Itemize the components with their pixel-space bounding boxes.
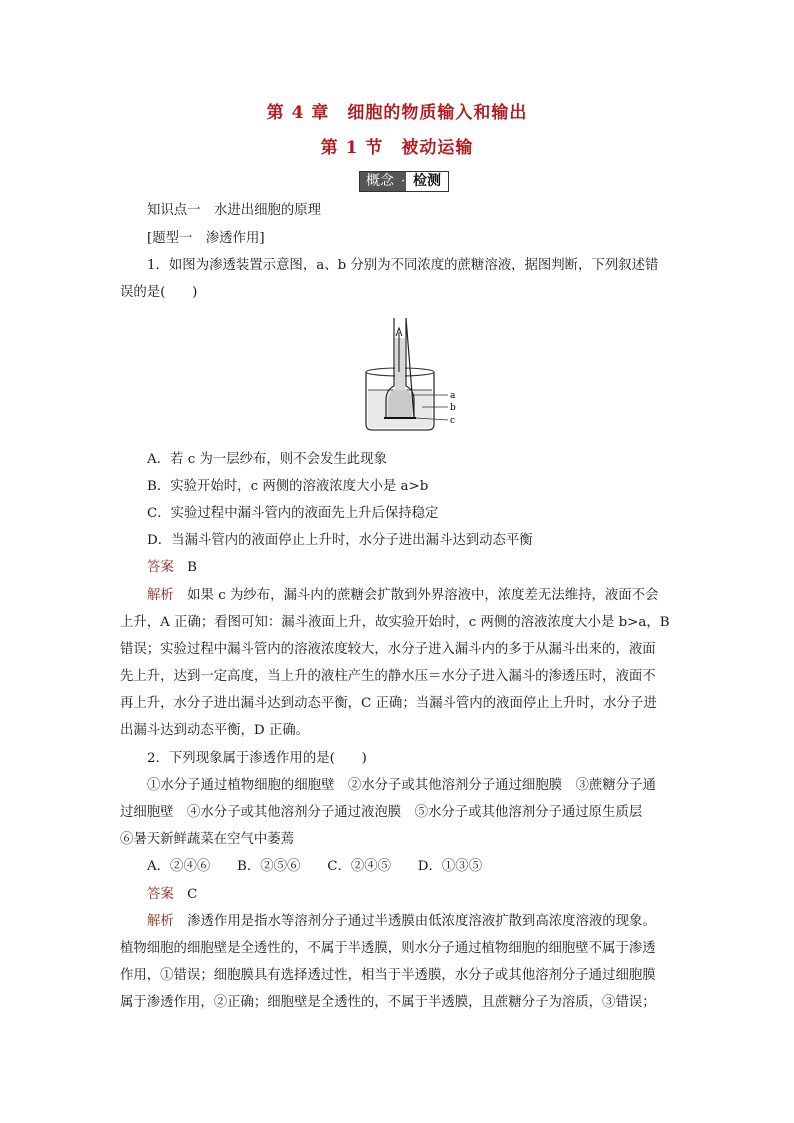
q2-analysis-label: 解析 [147, 914, 174, 929]
figure-label-c: c [450, 416, 456, 426]
q2-stem: 2．下列现象属于渗透作用的是( ) [147, 751, 367, 766]
q2-analysis-line-3: 作用，①错误；细胞膜具有选择透过性，相当于半透膜，水分子或其他溶剂分子通过细胞膜 [120, 968, 656, 983]
chapter-title: 第 4 章 细胞的物质输入和输出 [266, 103, 528, 123]
q1-analysis-line-5: 再上升，水分子进出漏斗达到动态平衡，C 正确；当漏斗管内的液面停止上升时，水分子进 [120, 696, 657, 711]
osmosis-apparatus-figure [358, 314, 462, 432]
q2-items-line-2: 过细胞壁 ④水分子或其他溶剂分子通过液泡膜 ⑤水分子或其他溶剂分子通过原生质层 [120, 805, 643, 820]
q1-stem-line-2: 误的是( ) [120, 285, 198, 300]
section-title: 第 1 节 被动运输 [320, 138, 474, 158]
q2-items-line-1: ①水分子通过植物细胞的细胞壁 ②水分子或其他溶剂分子通过细胞膜 ③蔗糖分子通 [147, 778, 656, 793]
q1-answer-label: 答案 [147, 560, 174, 575]
badge-dot: · [400, 172, 406, 191]
q1-analysis-line-1 [147, 586, 658, 606]
q1-answer-value: B [187, 560, 198, 575]
q1-option-c: C．实验过程中漏斗管内的液面先上升后保持稳定 [147, 506, 439, 521]
q1-answer [147, 558, 197, 578]
q1-option-b: B．实验开始时，c 两侧的溶液浓度大小是 a>b [147, 479, 429, 494]
q1-analysis-text-1: 如果 c 为纱布，漏斗内的蔗糖会扩散到外界溶液中，浓度差无法维持，液面不会 [187, 588, 659, 603]
figure-label-a: a [450, 391, 456, 401]
q1-analysis-line-6: 出漏斗达到动态平衡，D 正确。 [120, 723, 310, 738]
q1-analysis-line-4: 先上升，达到一定高度，当上升的液柱产生的静水压＝水分子进入漏斗的渗透压时，液面不 [120, 669, 656, 684]
q2-analysis-line-1 [147, 912, 656, 932]
q1-analysis-line-3: 错误；实验过程中漏斗管内的溶液浓度较大，水分子进入漏斗内的多于从漏斗出来的，液面 [120, 642, 656, 657]
concept-check-badge [359, 171, 449, 192]
q2-answer-label: 答案 [147, 887, 174, 902]
q2-answer [147, 885, 197, 905]
q1-analysis-label: 解析 [147, 588, 174, 603]
q2-analysis-line-2: 植物细胞的细胞壁是全透性的，不属于半透膜，则水分子通过植物细胞的细胞壁不属于渗透 [120, 941, 656, 956]
question-type: [题型一 渗透作用] [147, 231, 265, 246]
q2-analysis-text-1: 渗透作用是指水等溶剂分子通过半透膜由低浓度溶液扩散到高浓度溶液的现象。 [187, 914, 656, 929]
q2-analysis-line-4: 属于渗透作用，②正确；细胞壁是全透性的，不属于半透膜，且蔗糖分子为溶质，③错误； [120, 995, 656, 1010]
figure-label-b: b [450, 403, 456, 413]
q1-option-d: D．当漏斗管内的液面停止上升时，水分子进出漏斗达到动态平衡 [147, 533, 533, 548]
q1-analysis-line-2: 上升，A 正确；看图可知：漏斗液面上升，故实验开始时，c 两侧的溶液浓度大小是 b>a，B [120, 615, 670, 630]
q1-stem-line-1: 1．如图为渗透装置示意图，a、b 分别为不同浓度的蔗糖溶液，据图判断，下列叙述错 [147, 258, 659, 273]
q1-option-a: A．若 c 为一层纱布，则不会发生此现象 [147, 452, 387, 467]
knowledge-point: 知识点一 水进出细胞的原理 [147, 203, 322, 218]
q2-answer-value: C [187, 887, 198, 902]
badge-left: 概念 [360, 172, 400, 191]
q2-items-line-3: ⑥暑天新鲜蔬菜在空气中萎蔫 [120, 832, 295, 847]
badge-right: 检测 [406, 172, 448, 191]
q2-options: A．②④⑥ B．②⑤⑥ C．②④⑤ D．①③⑤ [147, 859, 483, 874]
